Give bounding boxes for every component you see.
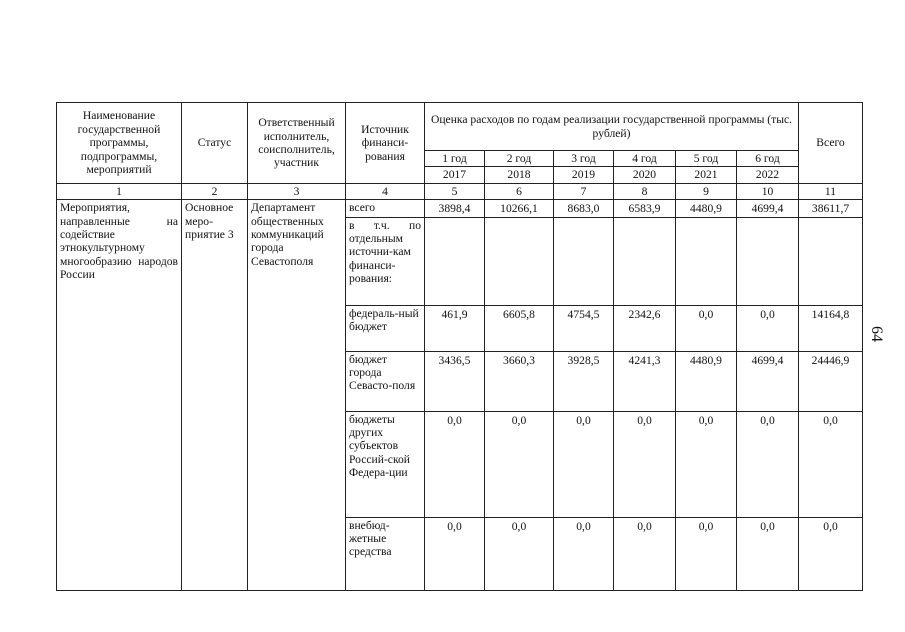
event-name: Мероприятия, направленные на содействие этнокультурному многообразию народов России	[57, 200, 182, 590]
column-number: 2	[182, 183, 248, 199]
value-cell: 2342,6	[614, 305, 676, 351]
value-cell	[737, 217, 799, 305]
total-cell: 0,0	[799, 411, 863, 517]
year-value: 2017	[425, 167, 485, 183]
value-cell	[554, 217, 614, 305]
source-name: бюджет города Севасто-поля	[346, 351, 425, 411]
column-number: 4	[346, 183, 425, 199]
total-cell: 14164,8	[799, 305, 863, 351]
year-label: 4 год	[614, 151, 676, 167]
value-cell: 3928,5	[554, 351, 614, 411]
value-cell	[676, 217, 737, 305]
value-cell: 6605,8	[485, 305, 554, 351]
header-status: Статус	[182, 103, 248, 184]
column-number: 10	[737, 183, 799, 199]
budget-table	[56, 102, 863, 591]
value-cell: 461,9	[425, 305, 485, 351]
value-cell: 4699,4	[737, 351, 799, 411]
column-number: 3	[248, 183, 346, 199]
total-cell: 38611,7	[799, 200, 863, 217]
year-value: 2019	[554, 167, 614, 183]
value-cell: 4699,4	[737, 200, 799, 217]
value-cell: 0,0	[425, 411, 485, 517]
column-number: 5	[425, 183, 485, 199]
header-name: Наименование государственной программы, подпрограммы, мероприятий	[57, 103, 182, 184]
value-cell	[425, 217, 485, 305]
value-cell: 0,0	[485, 411, 554, 517]
total-cell: 24446,9	[799, 351, 863, 411]
column-number: 6	[485, 183, 554, 199]
value-cell: 3436,5	[425, 351, 485, 411]
value-cell: 0,0	[676, 305, 737, 351]
header-estimate: Оценка расходов по годам реализации государственной программы (тыс. рублей)	[425, 103, 799, 151]
header-responsible: Ответственный исполнитель, соисполнитель, участник	[248, 103, 346, 184]
value-cell	[485, 217, 554, 305]
value-cell: 0,0	[737, 305, 799, 351]
value-cell: 4480,9	[676, 351, 737, 411]
year-value: 2021	[676, 167, 737, 183]
value-cell: 0,0	[737, 517, 799, 590]
value-cell: 4241,3	[614, 351, 676, 411]
source-name: федераль-ный бюджет	[346, 305, 425, 351]
table-row	[57, 200, 863, 217]
year-label: 1 год	[425, 151, 485, 167]
value-cell: 0,0	[485, 517, 554, 590]
column-number: 9	[676, 183, 737, 199]
value-cell: 0,0	[554, 411, 614, 517]
year-label: 6 год	[737, 151, 799, 167]
header-source: Источник финанси-рования	[346, 103, 425, 184]
year-value: 2018	[485, 167, 554, 183]
value-cell: 0,0	[425, 517, 485, 590]
value-cell: 0,0	[676, 517, 737, 590]
year-value: 2020	[614, 167, 676, 183]
year-value: 2022	[737, 167, 799, 183]
column-numbers-row	[57, 183, 863, 199]
column-number: 1	[57, 183, 182, 199]
source-name: внебюд-жетные средства	[346, 517, 425, 590]
value-cell: 4754,5	[554, 305, 614, 351]
source-name: всего	[346, 200, 425, 217]
column-number: 8	[614, 183, 676, 199]
year-label: 3 год	[554, 151, 614, 167]
value-cell: 3898,4	[425, 200, 485, 217]
source-name: бюджеты других субъектов Россий-ской Федера-ции	[346, 411, 425, 517]
page-number: 64	[868, 326, 885, 342]
total-cell: 0,0	[799, 517, 863, 590]
year-label: 5 год	[676, 151, 737, 167]
header-total: Всего	[799, 103, 863, 184]
value-cell: 10266,1	[485, 200, 554, 217]
value-cell: 4480,9	[676, 200, 737, 217]
year-label: 2 год	[485, 151, 554, 167]
total-cell	[799, 217, 863, 305]
value-cell: 3660,3	[485, 351, 554, 411]
value-cell: 0,0	[554, 517, 614, 590]
column-number: 11	[799, 183, 863, 199]
event-status: Основное меро-приятие 3	[182, 200, 248, 590]
column-number: 7	[554, 183, 614, 199]
value-cell: 0,0	[676, 411, 737, 517]
value-cell	[614, 217, 676, 305]
value-cell: 8683,0	[554, 200, 614, 217]
event-responsible: Департамент общественных коммуникаций города Севастополя	[248, 200, 346, 590]
source-name: в т.ч. по отдельным источни-кам финанси-рования:	[346, 217, 425, 305]
value-cell: 0,0	[614, 411, 676, 517]
value-cell: 6583,9	[614, 200, 676, 217]
value-cell: 0,0	[614, 517, 676, 590]
value-cell: 0,0	[737, 411, 799, 517]
